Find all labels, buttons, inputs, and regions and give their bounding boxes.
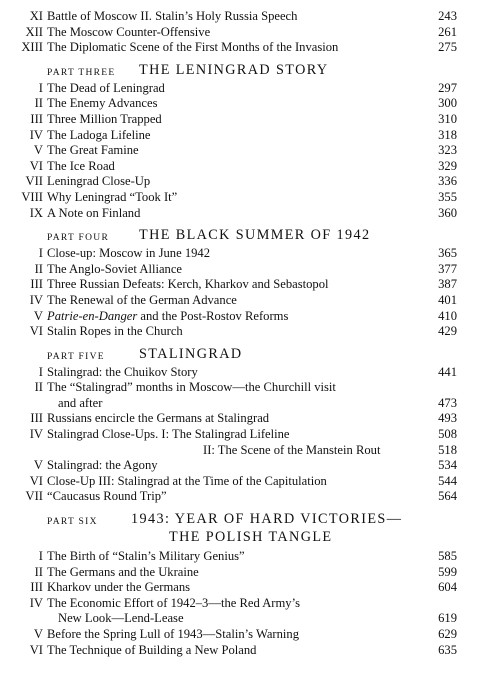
- page-number: 243: [438, 9, 457, 23]
- part-title: STALINGRAD: [139, 345, 243, 362]
- part-label: PART THREE: [47, 67, 116, 78]
- chapter-title: The Ice Road: [47, 158, 115, 173]
- toc-entry[interactable]: [0, 96, 477, 112]
- chapter-title: Stalingrad Close-Ups. I: The Stalingrad Lifeline: [47, 427, 290, 442]
- chapter-title: The Birth of “Stalin’s Military Genius”: [47, 549, 245, 564]
- chapter-title: The Great Famine: [47, 143, 139, 158]
- chapter-title: Why Leningrad “Took It”: [47, 189, 178, 204]
- page-number: 310: [438, 111, 457, 126]
- chapter-title: New Look—Lend-Lease: [58, 611, 184, 626]
- chapter-number: V: [33, 458, 43, 473]
- page-number: 300: [438, 96, 457, 111]
- page-number: 599: [438, 564, 457, 579]
- page-number: 564: [438, 489, 457, 504]
- chapter-number: II: [34, 380, 43, 395]
- toc-entry[interactable]: [0, 324, 477, 340]
- toc-entry[interactable]: [0, 627, 477, 643]
- toc-entry[interactable]: [0, 25, 477, 41]
- chapter-title: Leningrad Close-Up: [47, 174, 151, 189]
- chapter-title-rest: and the Post-Rostov Reforms: [137, 308, 289, 323]
- chapter-number: III: [30, 411, 43, 426]
- chapter-title: The Germans and the Ukraine: [47, 564, 199, 579]
- chapter-title: Three Million Trapped: [47, 111, 162, 126]
- chapter-number: IV: [29, 595, 43, 610]
- part-label: PART FOUR: [47, 233, 110, 244]
- toc-entry[interactable]: [0, 9, 477, 25]
- chapter-number: V: [33, 143, 43, 158]
- toc-entry[interactable]: [0, 596, 477, 612]
- chapter-title: Stalingrad: the Agony: [47, 458, 158, 473]
- chapter-title: The Moscow Counter-Offensive: [47, 24, 211, 39]
- chapter-title: The Technique of Building a New Poland: [47, 642, 257, 657]
- chapter-number: II: [34, 96, 43, 111]
- toc-entry[interactable]: [0, 489, 477, 505]
- page-number: 473: [438, 395, 457, 410]
- part-heading: [0, 227, 477, 244]
- toc-entry[interactable]: [0, 580, 477, 596]
- page-number: 329: [438, 158, 457, 173]
- page-number: 410: [438, 308, 457, 323]
- chapter-number: I: [38, 364, 43, 379]
- part-label: PART SIX: [47, 517, 98, 528]
- page-number: 518: [438, 442, 457, 457]
- chapter-number: V: [33, 308, 43, 323]
- chapter-title: Kharkov under the Germans: [47, 580, 191, 595]
- chapter-number: I: [38, 80, 43, 95]
- part-title: THE BLACK SUMMER OF 1942: [139, 227, 371, 244]
- toc-entry[interactable]: [0, 458, 477, 474]
- chapter-title: [47, 309, 288, 325]
- chapter-title: Close-Up III: Stalingrad at the Time of the Capitulation: [47, 473, 327, 488]
- part-title: 1943: YEAR OF HARD VICTORIES—: [131, 511, 403, 528]
- page-number: 297: [438, 80, 457, 95]
- page-number: 275: [438, 40, 457, 55]
- chapter-number: I: [38, 246, 43, 261]
- part-title: THE LENINGRAD STORY: [139, 61, 329, 78]
- toc-entry[interactable]: [0, 174, 477, 190]
- chapter-number: VI: [29, 642, 43, 657]
- page-number: 429: [438, 324, 457, 339]
- chapter-number: VII: [25, 489, 43, 504]
- toc-entry[interactable]: [0, 411, 477, 427]
- toc-entry[interactable]: [0, 474, 477, 490]
- toc-entry[interactable]: [0, 246, 477, 262]
- toc-entry[interactable]: [0, 396, 477, 412]
- page-number: 493: [438, 411, 457, 426]
- chapter-number: VI: [29, 324, 43, 339]
- toc-entry[interactable]: [0, 565, 477, 581]
- part-heading: [0, 346, 477, 363]
- chapter-title: Three Russian Defeats: Kerch, Kharkov and Sebastopol: [47, 277, 329, 292]
- chapter-title: II: The Scene of the Manstein Rout: [203, 442, 381, 457]
- page-number: 619: [438, 611, 457, 626]
- chapter-title: The Dead of Leningrad: [47, 80, 165, 95]
- part-heading: [0, 62, 477, 79]
- page-number: 323: [438, 143, 457, 158]
- toc-entry[interactable]: [0, 427, 477, 443]
- page-number: 544: [438, 473, 457, 488]
- toc-entry[interactable]: [0, 112, 477, 128]
- toc-entry[interactable]: [0, 128, 477, 144]
- page-number: 387: [438, 277, 457, 292]
- toc-entry[interactable]: [0, 443, 477, 459]
- page-number: 360: [438, 205, 457, 220]
- part-title-line2: THE POLISH TANGLE: [169, 529, 333, 546]
- chapter-number: VIII: [21, 189, 43, 204]
- toc-entry[interactable]: [0, 380, 477, 396]
- page-number: 365: [438, 246, 457, 261]
- page-number: 377: [438, 261, 457, 276]
- toc-entry[interactable]: [0, 643, 477, 659]
- chapter-number: VII: [25, 174, 43, 189]
- chapter-number: III: [30, 580, 43, 595]
- chapter-number: II: [34, 564, 43, 579]
- chapter-number: IV: [29, 127, 43, 142]
- chapter-number: IV: [29, 292, 43, 307]
- chapter-title: Before the Spring Lull of 1943—Stalin’s Warning: [47, 627, 299, 641]
- page-number: 401: [438, 292, 457, 307]
- chapter-title: Stalingrad: the Chuikov Story: [47, 364, 198, 379]
- chapter-title: The Diplomatic Scene of the First Months of the Invasion: [47, 40, 339, 55]
- part-heading: [0, 511, 477, 528]
- toc-entry[interactable]: [0, 206, 477, 222]
- chapter-title: The Ladoga Lifeline: [47, 127, 151, 142]
- chapter-number: XII: [25, 24, 43, 39]
- chapter-title: Stalin Ropes in the Church: [47, 324, 183, 339]
- chapter-title: A Note on Finland: [47, 205, 141, 220]
- toc-entry[interactable]: [0, 262, 477, 278]
- toc-entry[interactable]: [0, 143, 477, 159]
- page-number: 534: [438, 458, 457, 473]
- chapter-title: and after: [58, 395, 103, 410]
- toc-entry[interactable]: [0, 309, 477, 325]
- chapter-number: XI: [29, 9, 43, 23]
- chapter-title: Russians encircle the Germans at Stalingrad: [47, 411, 270, 426]
- page-number: 441: [438, 364, 457, 379]
- chapter-title-italic: Patrie-en-Danger: [47, 308, 138, 323]
- chapter-title: The Anglo-Soviet Alliance: [47, 261, 183, 276]
- toc-entry[interactable]: [0, 190, 477, 206]
- chapter-number: IV: [29, 427, 43, 442]
- toc-entry[interactable]: [0, 293, 477, 309]
- chapter-title: The Economic Effort of 1942–3—the Red Army’s: [47, 595, 300, 610]
- page-number: 508: [438, 427, 457, 442]
- page-number: 318: [438, 127, 457, 142]
- part-label: PART FIVE: [47, 351, 105, 362]
- toc-entry[interactable]: [0, 611, 477, 627]
- part-title-continued: [0, 530, 477, 546]
- page-number: 336: [438, 174, 457, 189]
- chapter-title: Battle of Moscow II. Stalin’s Holy Russia Speech: [47, 9, 298, 23]
- chapter-number: I: [38, 549, 43, 564]
- chapter-number: III: [30, 111, 43, 126]
- table-of-contents: [0, 9, 477, 658]
- toc-entry[interactable]: [0, 159, 477, 175]
- chapter-title: The Enemy Advances: [47, 96, 158, 111]
- chapter-number: VI: [29, 473, 43, 488]
- chapter-title: Close-up: Moscow in June 1942: [47, 246, 211, 261]
- chapter-number: VI: [29, 158, 43, 173]
- toc-entry[interactable]: [0, 40, 477, 56]
- page-number: 261: [438, 24, 457, 39]
- chapter-number: XIII: [21, 40, 43, 55]
- toc-entry[interactable]: [0, 277, 477, 293]
- toc-entry[interactable]: [0, 365, 477, 381]
- chapter-title: “Caucasus Round Trip”: [47, 489, 167, 504]
- chapter-number: II: [34, 261, 43, 276]
- page-number: 629: [438, 627, 457, 641]
- page-number: 585: [438, 549, 457, 564]
- chapter-number: III: [30, 277, 43, 292]
- chapter-title: The Renewal of the German Advance: [47, 292, 237, 307]
- page-number: 635: [438, 642, 457, 657]
- toc-entry[interactable]: [0, 549, 477, 565]
- page-number: 355: [438, 189, 457, 204]
- toc-entry[interactable]: [0, 81, 477, 97]
- chapter-number: IX: [29, 205, 43, 220]
- chapter-title: The “Stalingrad” months in Moscow—the Churchill visit: [47, 380, 336, 395]
- chapter-number: V: [33, 627, 43, 641]
- page-number: 604: [438, 580, 457, 595]
